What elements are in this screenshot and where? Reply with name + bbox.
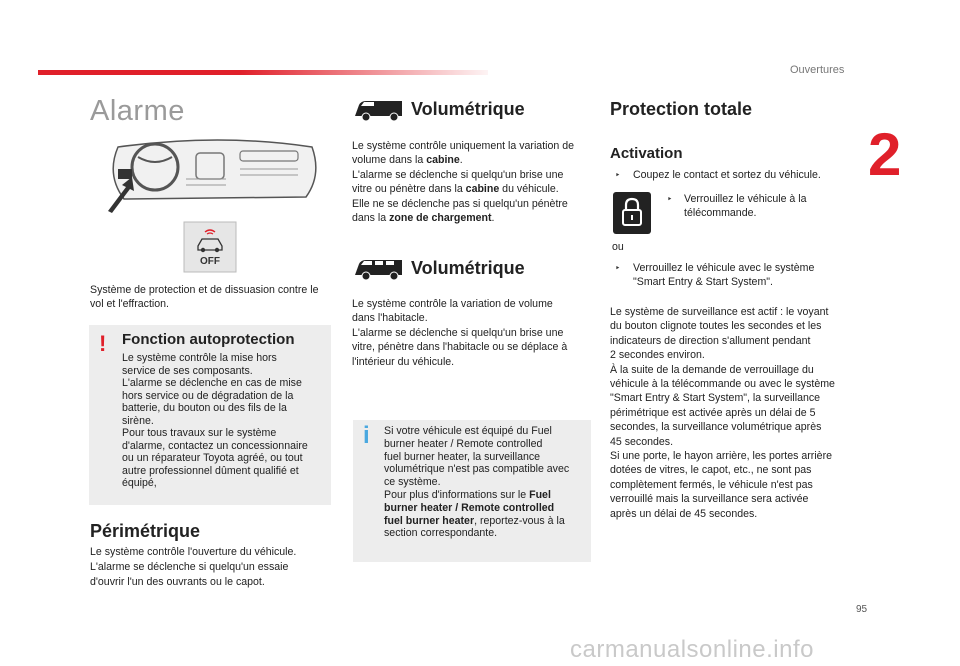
header-accent-bar <box>38 70 488 75</box>
page-title: Alarme <box>90 95 185 127</box>
perimetrique-heading: Périmétrique <box>90 521 201 541</box>
alarm-off-button <box>184 222 236 272</box>
info-icon: i <box>363 422 370 449</box>
step-ignition-off: ‣ Coupez le contact et sortez du véhicule. <box>615 169 821 181</box>
page-number: 95 <box>856 604 868 615</box>
section-name: Ouvertures <box>790 64 845 76</box>
volumetrique-heading-1: Volumétrique <box>411 99 525 119</box>
van-interior-icon <box>352 255 406 283</box>
warning-text: Le système contrôle la mise hors service de ses composants. L'alarme se déclenche en cas de mise hors service ou de dégradation de la batterie, du bouton ou des fils de la sirène. Pour tous travaux sur le système d'alarme, contactez un concessionnaire ou un réparateur Toyota agréé, ou tout autre professionnel dûment qualifié et équipé, <box>122 352 308 489</box>
alarm-intro: Système de protection et de dissuasion contre le vol et l'effraction. <box>90 284 319 311</box>
off-label: OFF <box>200 256 220 267</box>
bullet-icon: ‣ <box>615 263 621 273</box>
van-cabin-icon <box>352 96 406 124</box>
or-text: ou <box>612 241 624 253</box>
step-lock-remote: ‣ Verrouillez le véhicule à la télécommande. <box>667 193 807 220</box>
volumetrique-heading-2: Volumétrique <box>411 258 525 278</box>
step-lock-smart-entry: ‣ Verrouillez le véhicule avec le système "Smart Entry & Start System". <box>615 262 815 289</box>
surveillance-paragraph: Le système de surveillance est actif : le voyant du bouton clignote toutes les secondes et les indicateurs de direction s'allument pendant 2 secondes environ. À la suite de la demande de verrouillage du véhicule à la télécommande ou avec le système "Smart Entry & Start System", la surveillance périmétrique est activée après un délai de 5 secondes, la surveillance volumétrique après 45 secondes. Si une porte, le hayon arrière, les portes arrière dotées de vitres, le capot, etc., ne sont pas complètement fermés, le véhicule n'est pas verrouillé mais la surveillance sera activée après un délai de 45 secondes. <box>610 306 835 520</box>
warning-title: Fonction autoprotection <box>122 331 295 348</box>
activation-heading: Activation <box>610 145 683 162</box>
perimetrique-text: Le système contrôle l'ouverture du véhicule. L'alarme se déclenche si quelqu'un essaie d'ouvrir l'un des ouvrants ou le capot. <box>90 546 297 588</box>
protection-totale-heading: Protection totale <box>610 99 753 119</box>
bullet-icon: ‣ <box>615 170 621 180</box>
volumetrique-text-1: Le système contrôle uniquement la variation de volume dans la cabine. L'alarme se déclenche si quelqu'un brise une vitre ou pénètre dans la cabine du véhicule. Elle ne se déclenche pas si quelqu'un pénètre dans la zone de chargement. <box>352 140 575 225</box>
info-box <box>353 420 591 562</box>
chapter-number: 2 <box>868 121 902 188</box>
volumetrique-text-2: Le système contrôle la variation de volume dans l'habitacle. L'alarme se déclenche si quelqu'un brise une vitre, pénètre dans l'habitacle ou se déplace à l'intérieur du véhicule. <box>352 298 568 368</box>
warning-icon: ! <box>99 331 107 356</box>
warning-box <box>89 325 331 505</box>
info-text: Si votre véhicule est équipé du Fuel burner heater / Remote controlled fuel burner heater, la surveillance volumétrique n'est pas compatible avec ce système. Pour plus d'informations sur le Fuel burner heater / Remote controlled fuel burner heater, reportez-vous à la section correspondante. <box>384 425 570 540</box>
bullet-icon: ‣ <box>667 194 673 204</box>
lock-remote-icon <box>613 192 651 234</box>
watermark: carmanualsonline.info <box>570 636 814 663</box>
